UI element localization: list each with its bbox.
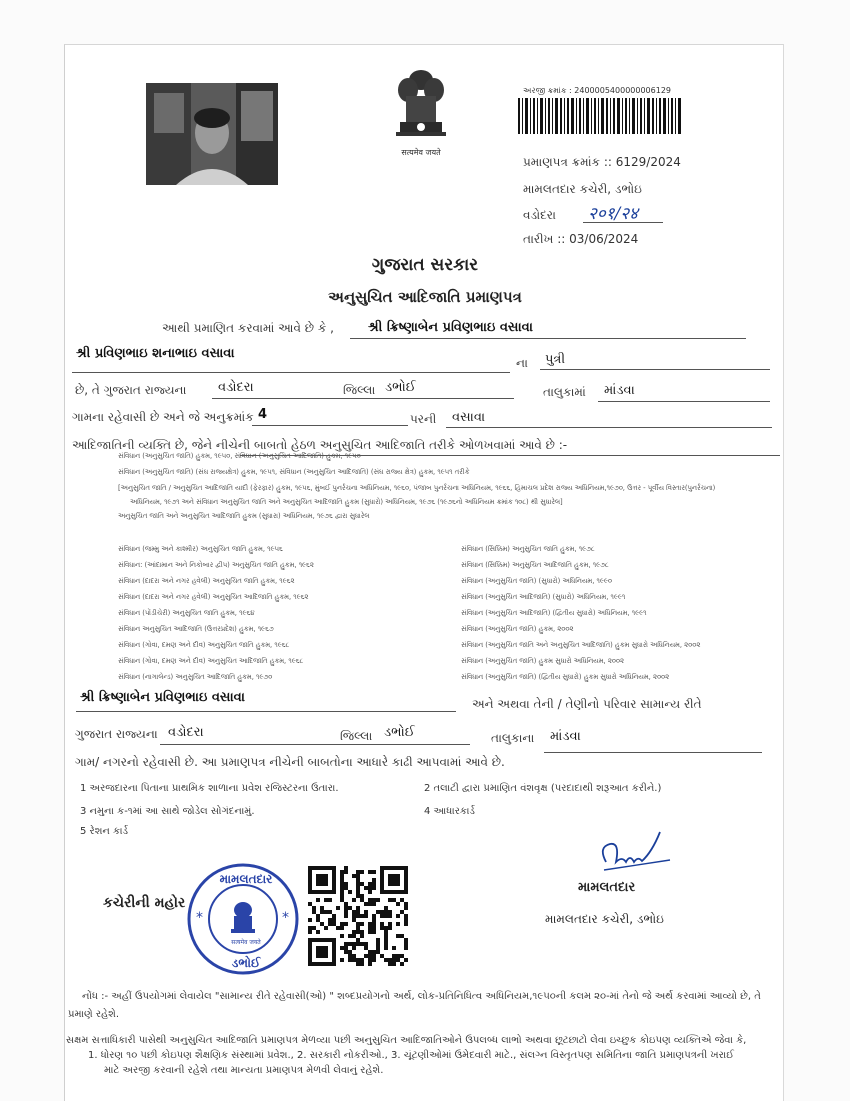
order-top-5: અનુસુચિત જાતિ અને અનુસુચિત આદિજાતિ હુકમ (સુધારા) અધિનિયમ, ૧૯૭૬ દ્વારા સુધારેલ [118, 512, 370, 520]
district-label: જિલ્લા [343, 383, 376, 397]
order-right-8: સંવિધાન (અનુસુચિત જાતિ) હુકમ સુધારો અધિનિયમ, ૨૦૦૨ [461, 657, 624, 665]
district-line [212, 398, 514, 399]
document-2: 2 તલાટી દ્વારા પ્રમાણિત વંશવૃક્ષ (પરદાદાથી શરૂઆત કરીને.) [424, 783, 662, 794]
family-taluka-label: તાલુકાના [491, 731, 535, 745]
office-name: મામલતદાર કચેરી, ડભોઇ [523, 182, 642, 196]
applicant-name-line [350, 338, 746, 339]
tribe-statement: આદિજાતિની વ્યક્તિ છે, જેને નીચેની બાબતો હેઠળ અનુસુચિત આદિજાતિ તરીકે ઓળખવામાં આવે છે :- [72, 438, 568, 452]
note-line-2: પ્રમાણે રહેશે. [68, 1009, 120, 1020]
serial-line [252, 425, 408, 426]
taluka-label: તાલુકામાં [543, 385, 586, 399]
order-left-4: સંવિધાન (દાદરા અને નગર હવેલી) અનુસુચિત આદિજાતિ હુકમ, ૧૯૬૨ [118, 593, 309, 601]
applicant-name: શ્રી ક્રિષ્ણાબેન પ્રવિણભાઇ વસાવા [368, 320, 533, 335]
tribe: વસાવા [452, 410, 486, 425]
family-name-line [76, 711, 456, 712]
para-line-2: 1. ધોરણ ૧૦ પછી કોઇપણ શૈક્ષણિક સંસ્થામાં પ્રવેશ., 2. સરકારી નોકરીઓ., 3. ચૂંટણીઓમાં ઉમેદવારી માટે., સંલગ્ન વિસ્તૃતપણ સમિતિના જાતિ પ્રમાણપત્રની ખરાઈ [88, 1050, 734, 1061]
on-label: પરની [410, 412, 437, 426]
family-village-line [544, 752, 762, 753]
order-left-6: સંવિધાન અનુસુચિત આદિજાતિ (ઉત્તરપ્રદેશ) હુકમ, ૧૯૬૭ [118, 625, 274, 633]
applicant-photo [146, 83, 278, 185]
document-4: 4 આધારકાર્ડ [424, 806, 475, 817]
state-label: છે, તે ગુજરાત રાજ્યના [75, 383, 187, 397]
family-district-line [160, 744, 470, 745]
reference-line [583, 222, 663, 223]
relation: પુત્રી [545, 352, 566, 367]
barcode [518, 98, 683, 134]
intro-text: આથી પ્રમાણિત કરવામાં આવે છે કે , [162, 321, 334, 335]
document-1: 1 અરજદારના પિતાના પ્રાથમિક શાળાના પ્રવેશ રજિસ્ટરના ઉતારા. [80, 783, 339, 794]
order-right-5: સંવિધાન (અનુસુચિત આદિજાતિ) (દ્વિતીય સુધારો) અધિનિયમ, ૧૯૯૧ [461, 609, 647, 617]
certificate-number-row [523, 155, 681, 170]
certificate-number-label: પ્રમાણપત્ર ક્રમાંક [523, 155, 601, 169]
serial-number: 4 [258, 407, 268, 422]
family-taluka-name: ડભોઈ [384, 725, 415, 740]
officer-title: મામલતદાર [578, 880, 636, 895]
family-state-label: ગુજરાત રાજ્યના [75, 727, 158, 741]
order-right-9: સંવિધાન (અનુસુચિત જાતિ) (દ્વિતીય સુધારો) હુકમ સુધારો અધિનિયમ, ૨૦૦૨ [461, 673, 670, 681]
order-left-5: સંવિધાન (પોંડીચેરી) અનુસુચિત જાતિ હુકમ, ૧૯૬૪ [118, 609, 255, 617]
order-left-7: સંવિધાન (ગોવા, દમણ અને દીવ) અનુસુચિત જાતિ હુકમ, ૧૯૬૮ [118, 641, 290, 649]
note-line-1: નોંધ :- અહીં ઉપયોગમાં લેવાયેલ "સામાન્ય રીતે રહેવાસી(ઓ) " શબ્દપ્રયોગનો અર્થ, લોક-પ્રતિનિધિત્વ અધિનિયમ,૧૯૫૦ની કલમ ૨૦-માં તેનો જે અર્થ કરવામાં આવ્યો છે, તે [82, 991, 761, 1002]
family-village: માંડવા [550, 729, 581, 744]
officer-office: મામલતદાર કચેરી, ડભોઇ [545, 912, 664, 926]
order-top-1: સંવિધાન (અનુસુચિત જાતિ) હુકમ, ૧૯૫૦, સંવિધાન (અનુસુચિત આદિજાતિ) હુકમ, ૧૯૫૦ [118, 452, 361, 460]
application-number: અરજી ક્રમાંક : 2400005400000006129 [523, 86, 671, 95]
basis-text: ગામ/ નગરનો રહેવાસી છે. આ પ્રમાણપત્ર નીચેની બાબતોના આધારે કાઢી આપવામાં આવે છે. [75, 755, 505, 769]
qr-code [308, 866, 408, 966]
father-name-line [72, 372, 510, 373]
document-3: 3 નમુના ક-૧માં આ સાથે જોડેલ સોગંદનામું. [80, 806, 255, 817]
seal-label: કચેરીની મહોર [103, 895, 186, 911]
date-value: 03/06/2024 [569, 232, 639, 246]
order-top-2: સંવિધાન (અનુસુચિત જાતિ) (સંઘ રાજ્યક્ષેત્ર) હુકમ, ૧૯૫૧, સંવિધાન (અનુસુચિત આદિજાતિ) (સંઘ રાજ્ય ક્ષેત્ર) હુકમ, ૧૯૫૧ તરીકે [118, 468, 470, 476]
resident-label: ગામના રહેવાસી છે અને જે અનુક્રમાંક [72, 410, 254, 424]
order-right-6: સંવિધાન (અનુસુચિત જાતિ) હુકમ, ૨૦૦૨ [461, 625, 574, 633]
order-left-3: સંવિધાન (દાદરા અને નગર હવેલી) અનુસુચિત જાતિ હુકમ, ૧૯૬૨ [118, 577, 295, 585]
family-district: વડોદરા [168, 725, 204, 740]
emblem-motto: सत्यमेव जयते [401, 148, 441, 157]
district: વડોદરા [218, 380, 254, 395]
order-left-9: સંવિધાન (નાગાલેન્ડ) અનુસુચિત આદિજાતિ હુકમ, ૧૯૭૦ [118, 673, 273, 681]
certificate-title: અનુસુચિત આદિજાતિ પ્રમાણપત્ર [328, 288, 522, 306]
government-title: ગુજરાત સરકાર [371, 255, 479, 275]
family-district-label: જિલ્લા [340, 729, 373, 743]
na-label: ના [516, 356, 528, 370]
tribe-line [446, 427, 772, 428]
seal-text-bottom: ડભોઈ [231, 956, 261, 970]
date-label: તારીખ :: [523, 232, 566, 246]
order-top-3: [અનુસુચિત જાતિ / અનુસુચિત આદિજાતિ યાદી (ફેરફાર) હુકમ, ૧૯૫૬, મુંબઈ પુનર્રચના અધિનિયમ, ૧૯૬૦, પંજાબ પુનર્રચના અધિનિયમ, ૧૯૬૬, હિમાચલ પ્રદેશ રાજ્ય અધિનિયમ,૧૯૭૦, ઉત્તર - પૂર્વીય વિસ્તાર(પુનર્રચના) [118, 484, 716, 492]
order-top-4: અધિનિયમ, ૧૯૭૧ અને સંવિધાન અનુસુચિત જાતિ અને અનુસુચિત આદિજાતિ હુકમ (સુધારો) અધિનિયમ, ૧૯૭૬ (૧૯૭૬નો અધિનિયમ ક્રમાંક ૧૦૮) થી સુધારેલ] [130, 498, 563, 506]
order-right-4: સંવિધાન (અનુસુચિત આદિજાતિ) (સુધારો) અધિનિયમ, ૧૯૯૧ [461, 593, 626, 601]
handwritten-reference: २०१/२४ [588, 204, 638, 224]
para-line-3: માટે અરજી કરવાની રહેશે તથા માન્યતા પ્રમાણપત્ર મેળવી લેવાનું રહેશે. [104, 1065, 384, 1076]
family-statement: અને અથવા તેની / તેણીનો પરિવાર સામાન્ય રીતે [472, 697, 702, 711]
document-5: 5 રેશન કાર્ડ [80, 826, 129, 837]
certificate-number: :: 6129/2024 [603, 155, 681, 169]
svg-text:*: * [282, 910, 289, 926]
para-line-1: સક્ષમ સત્તાધિકારી પાસેથી અનુસુચિત આદિજાતિ પ્રમાણપત્ર મેળવ્યા પછી અનુસુચિત આદિજાતિઓને ઉપલબ્ધ લાભો અથવા છૂટછાટો લેવા ઇચ્છુક કોઇપણ વ્યક્તિએ જેવા કે, [66, 1035, 747, 1046]
taluka-name: ડભોઈ [385, 380, 416, 395]
family-name: શ્રી ક્રિષ્ણાબેન પ્રવિણભાઇ વસાવા [80, 690, 245, 705]
order-right-2: સંવિધાન (સિક્કિમ) અનુસુચિત આદિજાતિ હુકમ, ૧૯૭૮ [461, 561, 609, 569]
order-right-1: સંવિધાન (સિક્કિમ) અનુસુચિત જાતિ હુકમ, ૧૯૭૮ [461, 545, 595, 553]
seal-motto: सत्यमेव जयते [231, 939, 261, 946]
relation-line [540, 369, 770, 370]
order-left-1: સંવિધાન (જમ્મુ અને કાશ્મીર) અનુસુચિત જાતિ હુકમ, ૧૯૫૬ [118, 545, 283, 553]
order-right-3: સંવિધાન (અનુસુચિત જાતિ) (સુધારો) અધિનિયમ, ૧૯૯૦ [461, 577, 612, 585]
seal-text-top: મામલતદાર [219, 872, 273, 886]
certificate-page [64, 44, 784, 1101]
svg-text:*: * [196, 910, 203, 926]
village: માંડવા [604, 383, 635, 398]
order-left-8: સંવિધાન (ગોવા, દમણ અને દીવ) અનુસુચિત આદિજાતિ હુકમ, ૧૯૬૮ [118, 657, 304, 665]
father-name: શ્રી પ્રવિણભાઇ શનાભાઇ વસાવા [76, 346, 235, 361]
district-label: વડોદરા [523, 208, 556, 222]
national-emblem-icon [386, 66, 456, 160]
date-row [523, 232, 638, 247]
order-left-2: સંવિધાન: (આંદામાન અને નિકોબાર દ્વીપ) અનુસુચિત જાતિ હુકમ, ૧૯૬૨ [118, 561, 314, 569]
officer-signature [596, 822, 676, 880]
order-right-7: સંવિધાન (અનુસુચિત જાતિ અને અનુસુચિત આદિજાતિ) હુકમ સુધારો અધિનિયમ, ૨૦૦૨ [461, 641, 701, 649]
village-line [598, 401, 770, 402]
